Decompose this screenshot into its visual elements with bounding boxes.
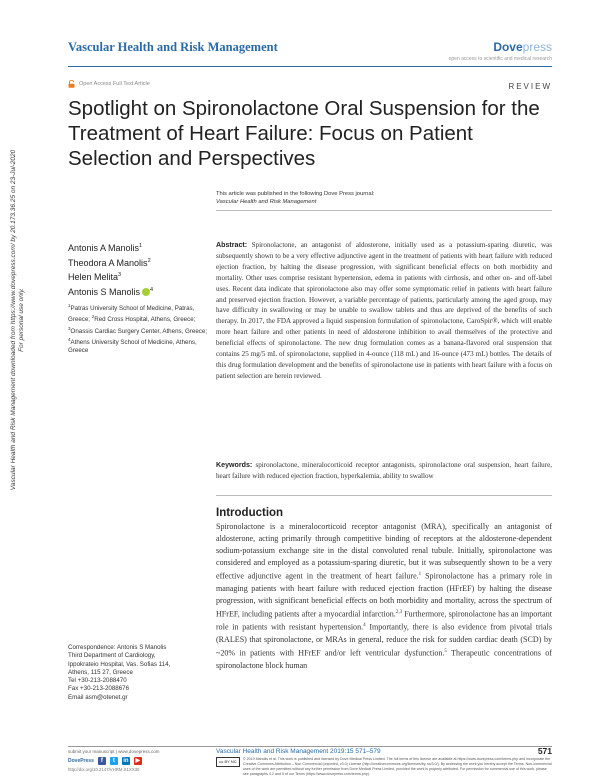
author[interactable]: Antonis A Manolis$^1$ [68,243,143,253]
section-heading-introduction: Introduction [216,507,284,519]
download-note [10,120,26,520]
publication-note [216,190,375,206]
linkedin-icon[interactable]: in [123,758,129,764]
orcid-icon[interactable] [142,288,150,296]
correspondence-email[interactable]: Email asm@otenet.gr [68,693,128,701]
abstract [216,240,552,382]
license-text: © 2019 Manolis et al. This work is published and licensed by Dove Medical Press Limited. The full terms of this license are available at https://www.dovepress.com/terms.php and incorporate the Creative Commons Attribution – Non Commercial (unported, v3.0) License (http://creativecommons.org/licenses/by-nc/3.0/). By accessing the work you hereby accept the Terms. Non-commercial uses of the work are permitted without any further permission from Dove Medical Press Limited, provided the work is properly attributed. For permission for commercial use of this work, please see paragraphs 4.2 and 5 of our Terms (https://www.dovepress.com/terms.php). [243,757,552,776]
doi-link[interactable]: http://doi.org/10.2147/VHRM.S1XX30 [68,767,140,772]
abstract-bottom-divider [216,495,552,496]
introduction-text: Spironolactone is a mineralocorticoid receptor antagonist (MRA), specifically an antagonist of aldosterone, acting primarily through competitive binding of receptors at the aldosterone-dependent sodium-potassium exchange site in the distal convoluted renal tubule. Initially, spironolactone was considered and employed as a potassium-sparing diuretic, but it was subsequently shown to be a very effective adjunctive agent in the treatment of heart failure.$^1$ Spironolactone has a primary role in managing patients with heart failure with reduced ejection fraction (HFrEF) by halting the disease progression, with significant beneficial effects on both morbidity and mortality, across the spectrum of HFrEF, including patients after a myocardial infarction.$^{2,3}$ Furthermore, spironolactone has an important role in patients with resistant hypertension.$^4$ Importantly, there is also evidence from pivotal trials (RALES) that spironolactone, or MRAs in general, reduce the risk for sudden cardiac death (SCD) by ~20% in patients with HFrEF and/or left ventricular dysfunction.$^5$ Therapeutic concentrations of spironolactone block human [216,522,552,670]
reference-link[interactable]: 1 [418,572,422,577]
article-type: REVIEW [508,82,552,91]
journal-name: Vascular Health and Risk Management [68,40,278,54]
publisher-tagline: open access to scientific and medical research [448,56,552,62]
keywords-text: spironolactone, mineralocorticoid receptor antagonists, spironolactone oral suspension, heart failure, heart failure with reduced ejection fraction, hyperkalemia, ability to swallow [216,461,552,480]
brand-strong: Dove [493,40,523,54]
author[interactable]: Antonis S Manolis $^4$ [68,286,154,297]
creative-commons-badge[interactable]: cc BY NC [216,757,240,767]
header-divider [68,66,552,67]
author-list [68,240,153,298]
open-access-badge [68,80,150,88]
publication-note-journal: Vascular Health and Risk Management [216,199,317,205]
keywords-label: Keywords: [216,461,253,469]
publication-note-line1: This article was published in the following Dove Press journal: [216,191,375,197]
abstract-label: Abstract: [216,241,248,249]
abstract-top-divider [216,210,552,211]
reference-link[interactable]: 5 [444,649,447,655]
page-number: 571 [537,746,552,756]
author[interactable]: Helen Melita$^3$ [68,272,122,282]
twitter-icon[interactable]: t [110,757,118,765]
submit-manuscript-link[interactable]: submit your manuscript | www.dovepress.com [68,749,160,754]
author[interactable]: Theodora A Manolis$^2$ [68,257,151,268]
license-notice [216,757,552,777]
keywords [216,460,552,482]
brand-light: press [522,40,552,54]
footer-citation: Vascular Health and Risk Management 2019:15 571–579 [216,748,381,755]
facebook-icon[interactable]: f [98,757,106,765]
affiliations: $^1$Patras University School of Medicine, Patras, Greece; $^2$Red Cross Hospital, Athens, Greece; $^3$Onassis Cardiac Surgery Center, Athens, Greece; $^4$Athens University School of Medicine, Athens, Greece [68,303,208,355]
reference-link[interactable]: 2,3 [395,609,403,615]
open-access-label: Open Access Full Text Article [79,81,150,87]
footer-divider [68,746,552,747]
social-links [68,757,142,765]
reference-link[interactable]: 4 [363,623,366,629]
download-note-line2: For personal use only. [18,288,25,352]
abstract-text: Spironolactone, an antagonist of aldosterone, initially used as a potassium-sparing diuretic, was subsequently shown to be a very effective adjunctive agent in the treatment of patients with heart failure with reduced ejection fraction, by halting the disease progression, with significant beneficial effects on both morbidity and mortality. Other uses comprise resistant hypertension, edema in patients with cirrhosis, and other on- and off-label uses. Recent data indicate that spironolactone also may offer some symptomatic relief in patients with heart failure and preserved ejection fraction. However, a variable percentage of patients, particularly among the aged group, may have difficulty in swallowing or may be unable to swallow tablets and thus are deprived of the benefits of such therapy. In 2017, the FDA approved a liquid suspension formulation of spironolactone, CaroSpir®, which will enable more heart failure and other patients in need of aldosterone inhibition to avail themselves of the protective and beneficial effects of spironolactone. The new drug formulation comes as a banana-flavored oral suspension that contains 25 mg/5 mL of spironolactone, supplied in 4-ounce (118 mL) and 16-ounce (473 mL) bottles. The details of this drug formulation development and the benefits of spironolactone use in patients with heart failure with a focus on patient selection are herein reviewed. [216,241,552,380]
publisher-logo[interactable] [493,40,552,54]
download-note-line1: Vascular Health and Risk Management downloaded from https://www.dovepress.com/ by 20.173.36.25 on 23-Jul-2020 [10,149,17,491]
article-title: Spotlight on Spironolactone Oral Suspension for the Treatment of Heart Failure: Focus on Patient Selection and Perspectives [68,97,540,170]
correspondence: Correspondence: Antonis S Manolis Third Department of Cardiology, Ippokrateio Hospital, Vas. Sofias 114, Athens, 115 27, Greece Tel +30-213-2088470 Fax +30-213-2088676 Email asm@otenet.gr [68,644,208,702]
open-lock-icon [68,80,75,88]
youtube-icon[interactable]: ▶ [135,758,141,764]
dovepress-link[interactable]: DovePress [68,758,94,764]
download-sidebar [2,120,25,520]
